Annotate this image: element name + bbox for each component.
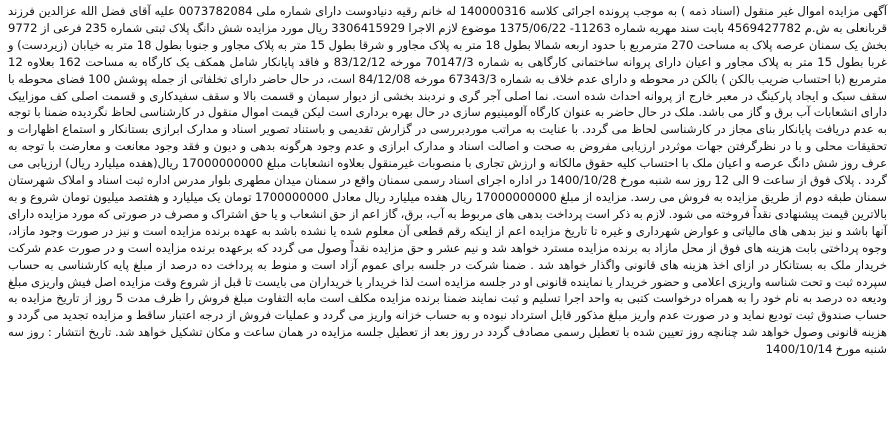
notice-body-text: آگهی مزایده اموال غیر منقول (اسناد ذمه ) به موجب پرونده اجرائی کلاسه 140000316 له خانم رقیه دنیادوست دارای شماره ملی 0073782084 علیه آقای فضل الله عزالدین فرزند قربانعلی به ش.م 4569427782 بابت سند مهریه شماره 11263- 1375/06/22 موضوع لازم الاجرا 3306415929 ریال مورد مزایده شش دانگ پلاک ثبتی شماره 235 فرعی از 9772 بخش یک سمنان عرصه پلاک به مساحت 270 مترمربع با حدود اربعه شمالا بطول 18 متر به پلاک مجاور و شرقا بطول 15 متر به پلاک مجاور و جنوبا بطول 18 متر به خیابان (زیردست) و غربا بطول 15 متر به پلاک مجاور و اعیان دارای پروانه ساختمانی کارگاهی به شماره 70147/3 مورخه 83/12/12 و فاقد پایانکار شامل همکف یک کارگاه به مساحت 162 بعلاوه 12 مترمربع (با احتساب ضریب بالکن ) بالکن در محوطه و دارای عدم خلاف به شماره 67343/3 مورخه 84/12/08 است، در حال حاضر دارای تخلفاتی از جمله پوشش 100 فضای محوطه با سقف سبک و ایجاد پارکینگ در معبر خارج از پروانه احداث شده است. نما اصلی آجر گری و نردبند بخشی از دیوار سیمان و قسمت بالا و سقف سفیدکاری و قسمت اصلی کف موزاییک دارای انشعابات آب برق و گاز می باشد. ملک در حال حاضر به عنوان کارگاه آلومینیوم سازی در حال بهره برداری است لیکن قیمت اموال منقول در کارشناسی لحاظ نگردیده ضمنا با توجه به عدم دریافت پایانکار بنای مجاز در کارشناسی لحاظ می گردد. با عنایت به مراتب موردبررسی در گزارش تقدیمی و باستناد تصویر اسناد و مدارک ابرازی بستانکار و استماع اظهارات و تحقیقات محلی و با در نظرگرفتن جهات موثردر ارزیابی مفروض به صحت و اصالت اسناد و مدارک ابرازی و عدم وجود هرگونه بدهی و دیون و فقد وجود معانعت و معارضت با توجه به عرف روز شش دانگ عرصه و اعیان ملک با احتساب کلیه حقوق مالکانه و ارزش تجاری با منصوبات غیرمنقول بعلاوه انشعابات مبلغ 17000000000 ریال(هفده میلیارد ریال) ارزیابی می گردد . پلاک فوق از ساعت 9 الی 12 روز سه شنبه مورخ 1400/10/28 در اداره اجرای اسناد رسمی سمنان واقع در سمنان میدان مطهری بلوار مدرس اداره ثبت اسناد و املاک شهرستان سمنان طبقه دوم از طریق مزایده به فروش می رسد. مزایده از مبلغ 17000000000 ریال هفده میلیارد ریال معادل 1700000000 تومان یک میلیارد و هفتصد میلیون تومان شروع و به بالاترین قیمت پیشنهادی نقداً فروخته می شود. لازم به ذکر است پرداخت بدهی های مربوط به آب، برق، گاز اعم از حق انشعاب و یا حق اشتراک و مصرف در صورتی که مورد مزایده دارای آنها باشد و نیز بدهی های مالیاتی و عوارض شهرداری و غیره تا تاریخ مزایده اعم از اینکه رقم قطعی آن معلوم شده یا نشده باشد به عهده برنده مزایده است و نیز در صورت وجود مازاد، وجوه پرداختی بابت هزینه های فوق از محل مازاد به برنده مزایده مسترد خواهد شد و نیم عشر و حق مزایده نقداً وصول می گردد که برعهده برنده مزایده است و در صورت عدم شرکت خریدار ملک به بستانکار در ازای اخذ هزینه های قانونی واگذار خواهد شد . ضمنا شرکت در جلسه برای عموم آزاد است و منوط به پرداخت ده درصد از مبلغ پایه کارشناسی به حساب سپرده ثبت و تحت شناسه واریزی اعلامی و حضور خریدار یا نماینده قانونی او در جلسه مزایده است لذا خریدار یا خریداران می بایست تا قبل از شروع وقت مزایده اصل فیش واریزی مبلغ ودیعه ده درصد به نام خود را به همراه درخواست کتبی به واحد اجرا تسلیم و ثبت نمایند ضمنا برنده مزایده مکلف است مابه التفاوت مبلغ فروش را ظرف مدت 5 روز از تاریخ مزایده به حساب صندوق ثبت تودیع نماید و در صورت عدم واریز مبلغ مذکور قابل استرداد نبوده و به حساب خزانه واریز می گردد و عملیات فروش از درجه اعتبار ساقط و مزایده تجدید می گردد و هزینه قانونی وصول خواهد شد چنانچه روز تعیین شده با تعطیل رسمی مصادف گردد در روز بعد از تعطیل جلسه مزایده در همان ساعت و مکان تشکیل خواهد شد. تاریخ انتشار : روز سه شنبه مورخ 1400/10/14 — [8, 4, 887, 357]
